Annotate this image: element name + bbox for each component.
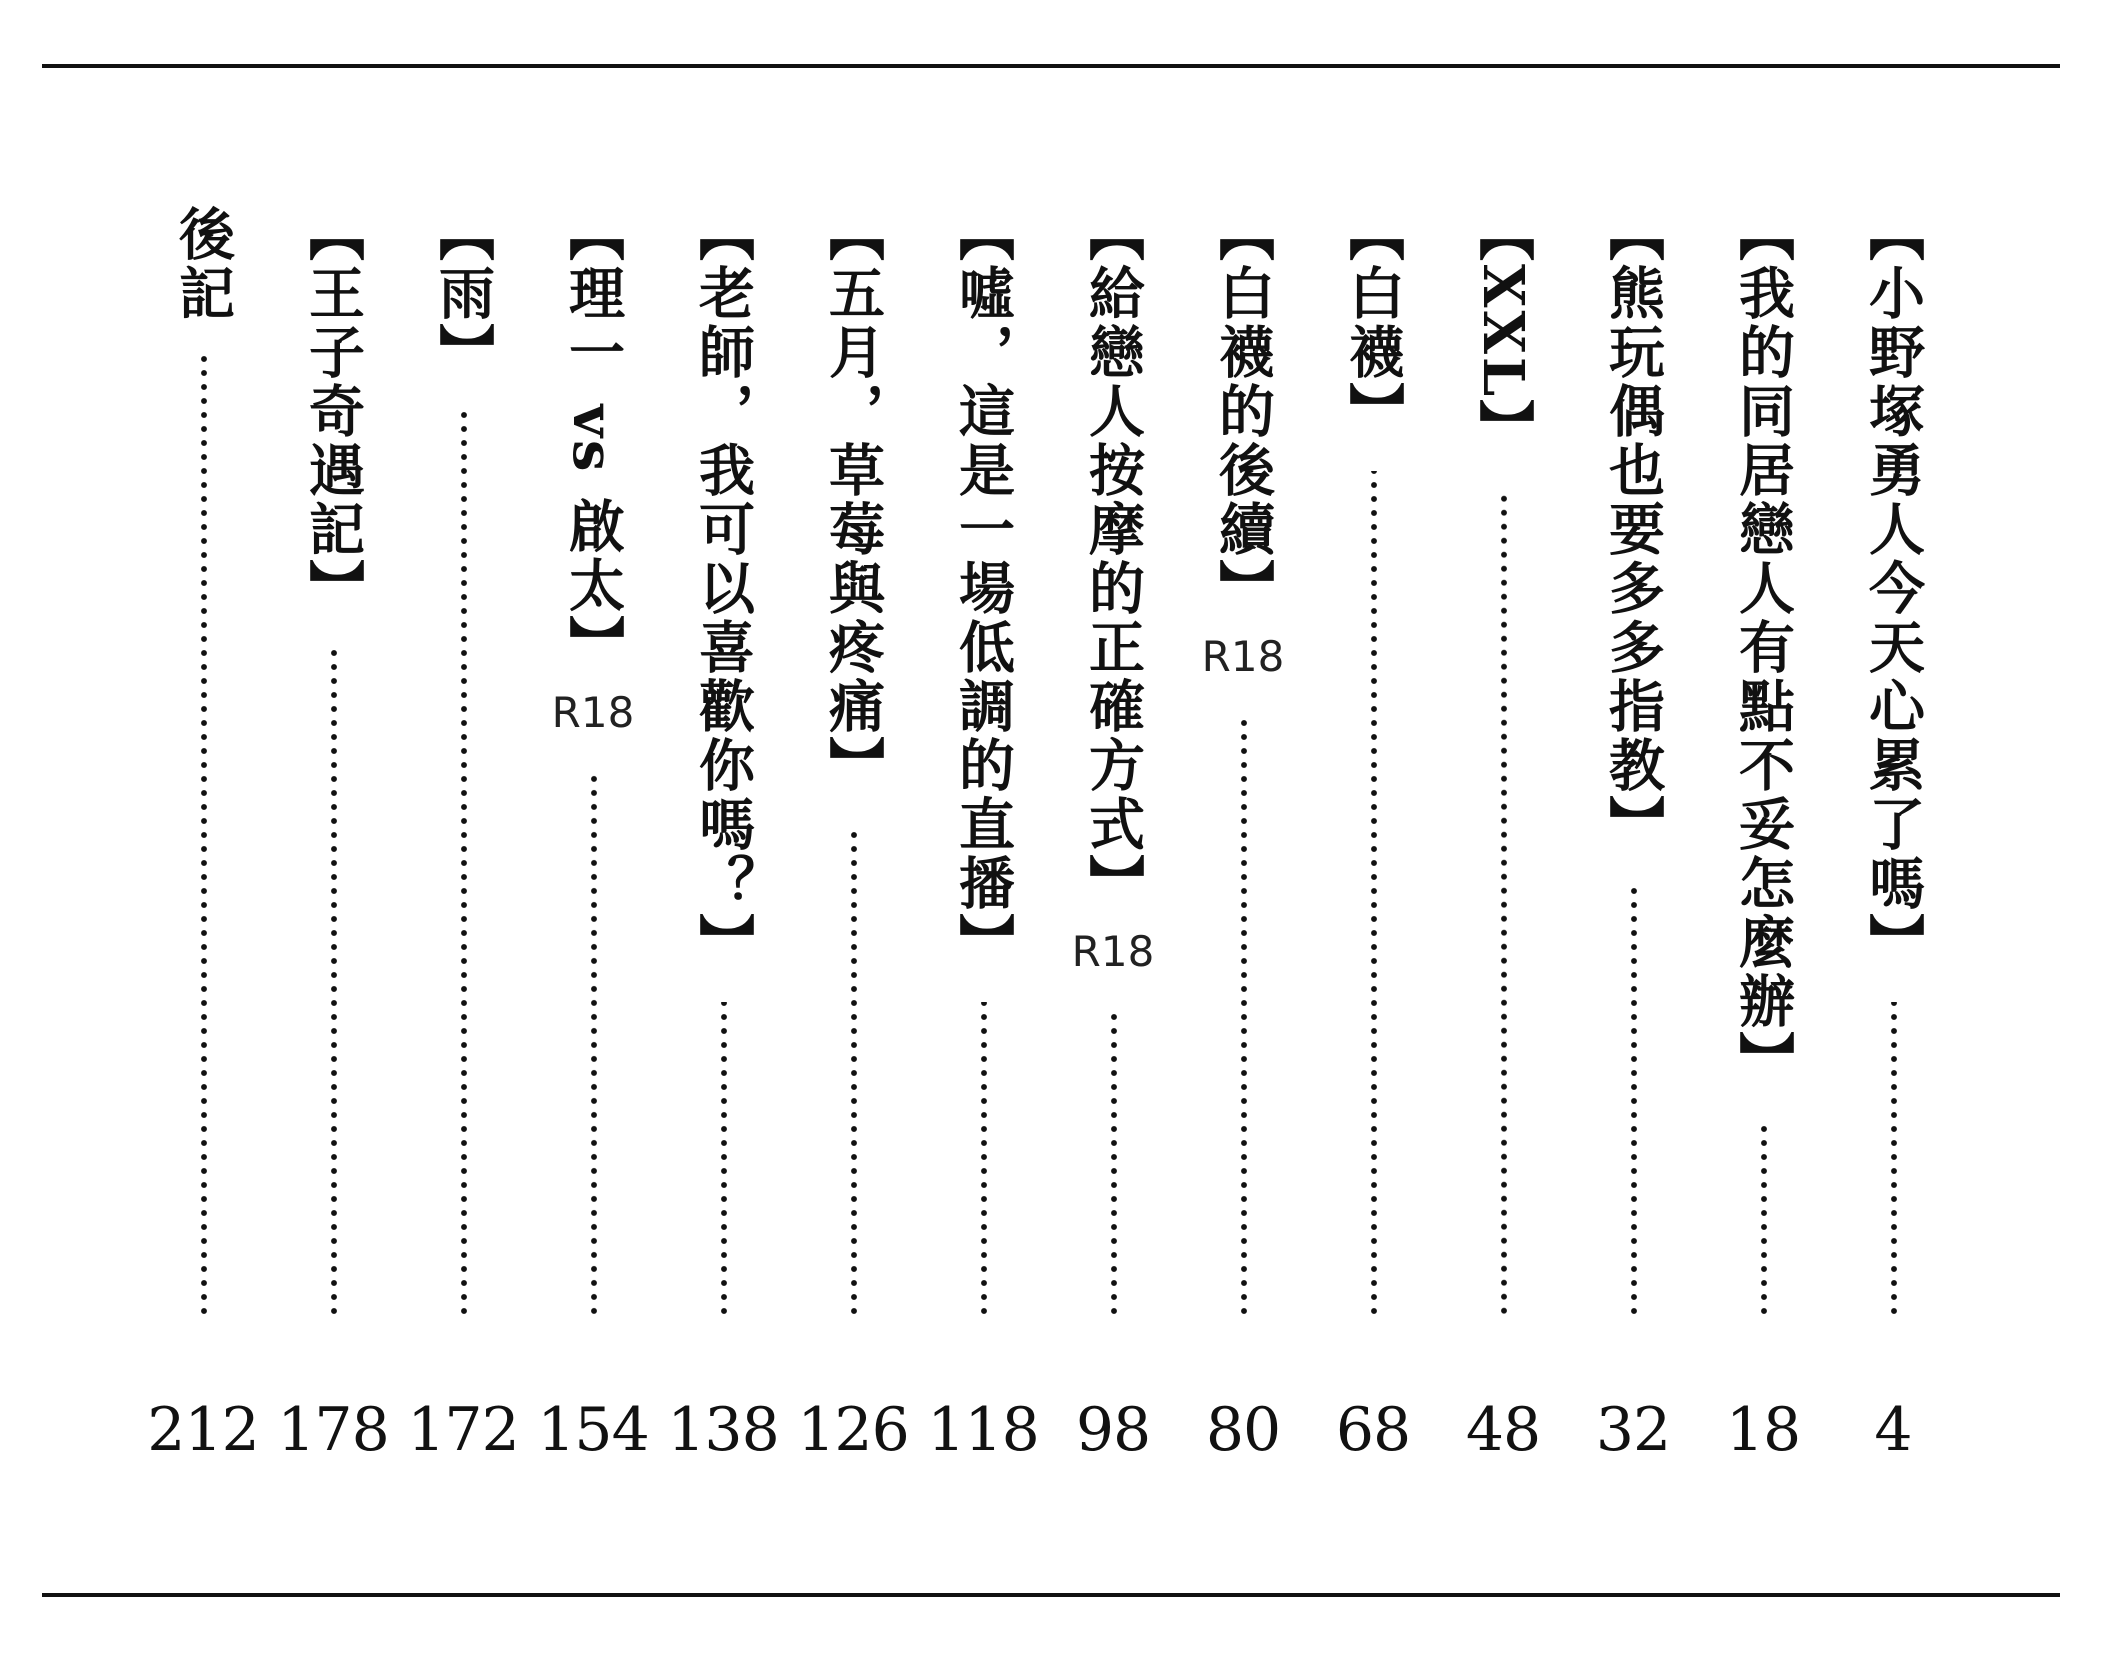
dot-leader <box>1371 471 1377 1318</box>
dot-leader <box>591 774 597 1318</box>
dot-leader <box>1891 1002 1897 1318</box>
dot-leader <box>1631 884 1637 1318</box>
toc-entry[interactable] <box>408 205 518 1318</box>
page-number: 118 <box>927 1395 1039 1465</box>
entry-title: 【熊玩偶也要多多指教】 <box>1600 205 1666 854</box>
entry-title: 【XXL】 <box>1470 205 1536 459</box>
page-number: 98 <box>1075 1395 1151 1465</box>
toc-entry[interactable] <box>538 205 648 1318</box>
entry-title: 【給戀人按摩的正確方式】 <box>1080 205 1146 913</box>
toc-entry[interactable] <box>668 205 778 1318</box>
page-number: 80 <box>1205 1395 1281 1465</box>
toc-entry[interactable] <box>1578 205 1688 1318</box>
entry-title: 【理一 vs 啟太】 <box>560 205 626 675</box>
page-number: 138 <box>667 1395 779 1465</box>
page-number: 172 <box>407 1395 519 1465</box>
entry-title: 【王子奇遇記】 <box>300 205 366 618</box>
dot-leader <box>1761 1120 1767 1318</box>
toc-entry[interactable] <box>1838 205 1948 1318</box>
dot-leader <box>1241 718 1247 1318</box>
page-number: 154 <box>537 1395 649 1465</box>
toc-entry[interactable] <box>1708 205 1818 1318</box>
entry-title: 【我的同居戀人有點不妥怎麼辦】 <box>1730 205 1796 1090</box>
rating-label: R18 <box>1071 927 1155 976</box>
page-number: 32 <box>1595 1395 1671 1465</box>
rating-label: R18 <box>1201 632 1285 681</box>
toc-entry[interactable] <box>1318 205 1428 1318</box>
rating-label: R18 <box>551 688 635 738</box>
entry-title: 【噓，這是一場低調的直播】 <box>950 205 1016 972</box>
dot-leader <box>201 353 207 1318</box>
toc-entry[interactable] <box>928 205 1038 1318</box>
page-number: 18 <box>1725 1395 1801 1465</box>
toc-entry[interactable] <box>1058 205 1168 1318</box>
toc-entry[interactable] <box>1188 205 1298 1318</box>
entry-title: 【小野塚勇人今天心累了嗎】 <box>1860 205 1926 972</box>
entry-title: 【白襪的後續】 <box>1210 205 1276 618</box>
dot-leader <box>1111 1013 1117 1318</box>
toc-entry[interactable] <box>798 205 908 1318</box>
dot-leader <box>981 1002 987 1318</box>
bottom-rule <box>42 1593 2060 1597</box>
page-number: 178 <box>277 1395 389 1465</box>
dot-leader <box>1501 488 1507 1318</box>
entry-title: 後記 <box>170 205 236 323</box>
toc-entry[interactable] <box>148 205 258 1318</box>
dot-leader <box>461 412 467 1318</box>
page-number: 126 <box>797 1395 909 1465</box>
entry-title: 【五月，草莓與疼痛】 <box>820 205 886 795</box>
dot-leader <box>851 825 857 1318</box>
dot-leader <box>331 648 337 1318</box>
toc-entry[interactable] <box>278 205 388 1318</box>
toc-entry[interactable] <box>1448 205 1558 1318</box>
entry-title: 【老師，我可以喜歡你嗎？】 <box>690 205 756 972</box>
page-number: 212 <box>147 1395 259 1465</box>
entry-title: 【雨】 <box>430 205 496 382</box>
page-number: 48 <box>1465 1395 1541 1465</box>
dot-leader <box>721 1002 727 1318</box>
page-number: 68 <box>1335 1395 1411 1465</box>
entry-title: 【白襪】 <box>1340 205 1406 441</box>
page-number: 4 <box>1874 1395 1912 1465</box>
